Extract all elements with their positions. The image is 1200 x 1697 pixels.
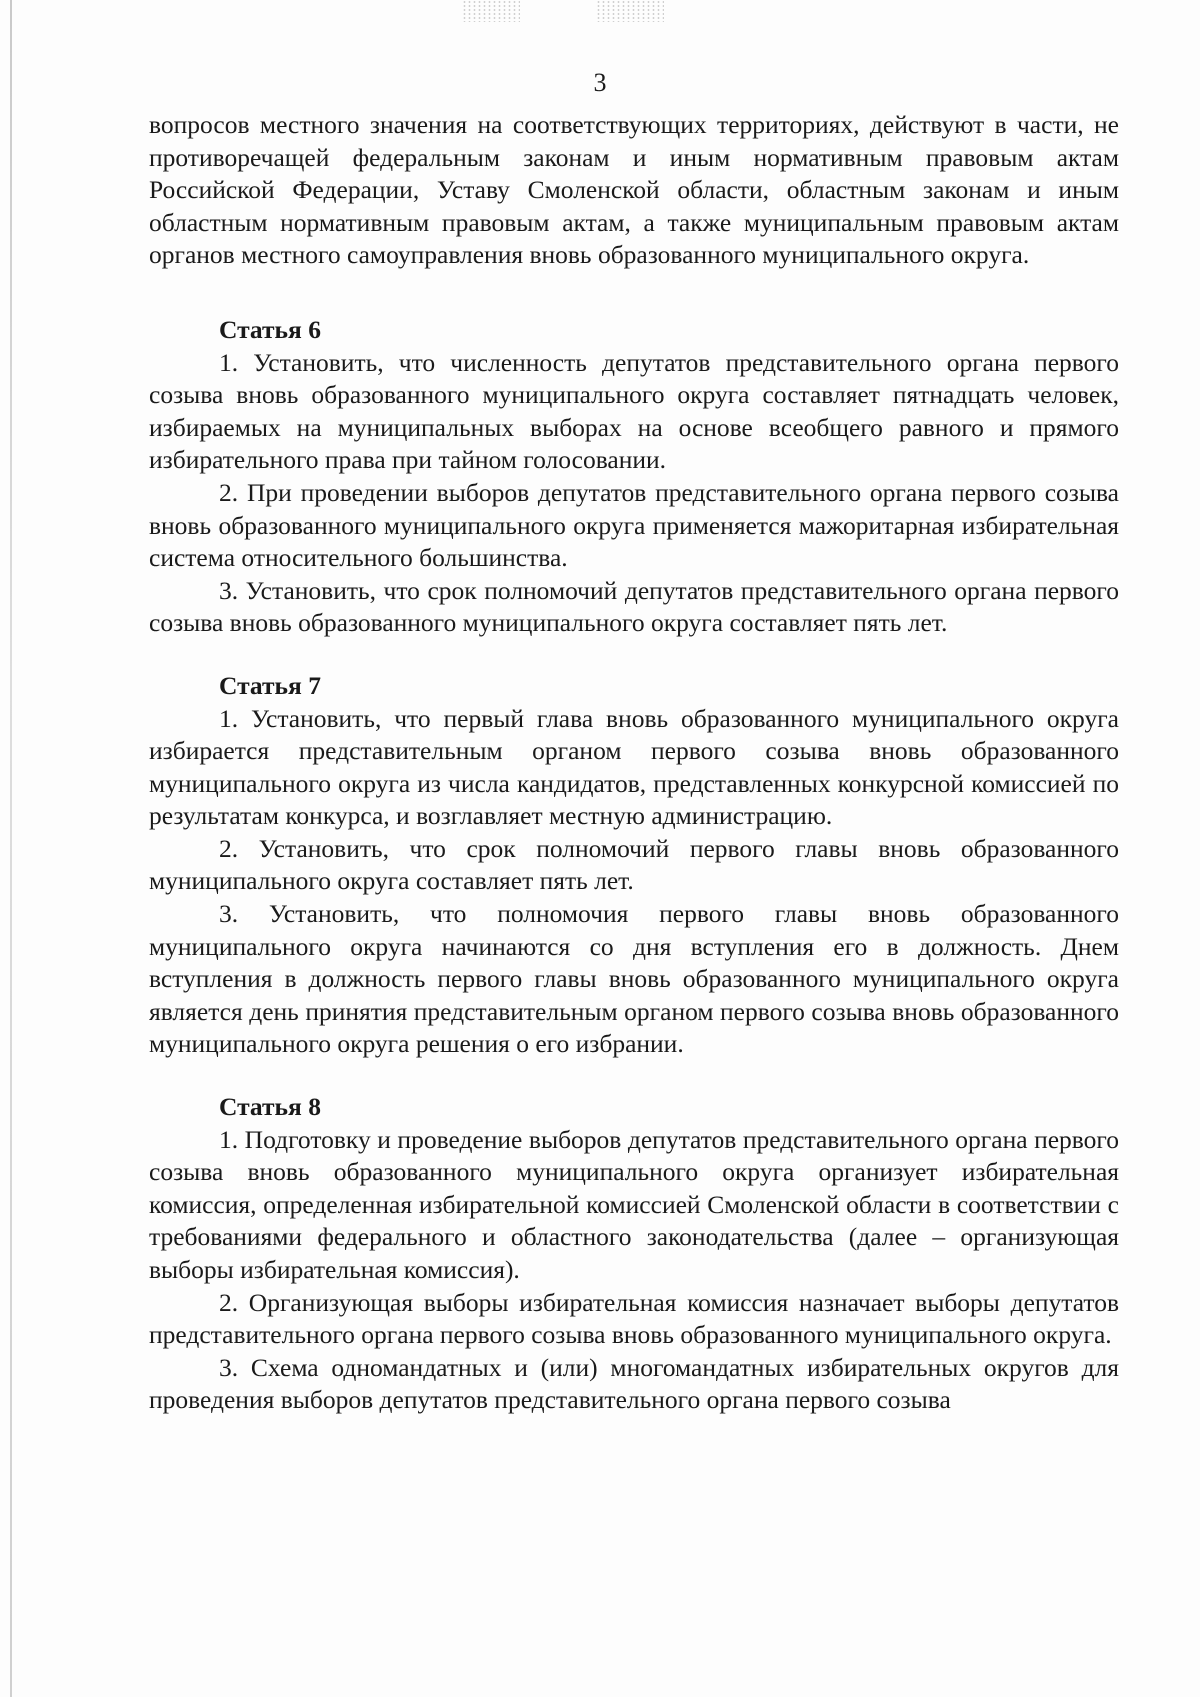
article-paragraph: 1. Установить, что численность депутатов представительного органа первого созыва вновь образованного муниципального округа составляет пятнадцать человек, избираемых на муниципальных выборах на основе всеобщего равного и прямого избирательного права при тайном голосовании. xyxy=(149,347,1119,475)
article-paragraph: 2. Установить, что срок полномочий первого главы вновь образованного муниципального округа составляет пять лет. xyxy=(149,833,1119,896)
article-paragraph: 3. Схема одномандатных и (или) многомандатных избирательных округов для проведения выборов депутатов представительного органа первого созыва xyxy=(149,1352,1119,1415)
article-8 xyxy=(149,1091,1119,1417)
article-7 xyxy=(149,670,1119,1061)
article-paragraph: 1. Установить, что первый глава вновь образованного муниципального округа избирается представительным органом первого созыва вновь образованного муниципального округа из числа кандидатов, представленных конкурсной комиссией по результатам конкурса, и возглавляет местную администрацию. xyxy=(149,703,1119,831)
article-heading: Статья 7 xyxy=(219,670,321,700)
document-text xyxy=(149,109,1119,1417)
article-paragraph: 2. При проведении выборов депутатов представительного органа первого созыва вновь образованного муниципального округа применяется мажоритарная избирательная система относительного большинства. xyxy=(149,477,1119,573)
scan-noise-mark xyxy=(462,0,520,22)
article-paragraph: 2. Организующая выборы избирательная комиссия назначает выборы депутатов представительного органа первого созыва вновь образованного муниципального округа. xyxy=(149,1287,1119,1350)
article-paragraph: 3. Установить, что полномочия первого главы вновь образованного муниципального округа начинаются со дня вступления его в должность. Днем вступления в должность первого главы вновь образованного муниципального округа является день принятия представительным органом первого созыва вновь образованного муниципального округа решения о его избрании. xyxy=(149,899,1119,1059)
article-paragraph: 3. Установить, что срок полномочий депутатов представительного органа первого созыва вновь образованного муниципального округа составляет пять лет. xyxy=(149,575,1119,638)
intro-paragraph: вопросов местного значения на соответствующих территориях, действуют в части, не противоречащей федеральным законам и иным нормативным правовым актам Российской Федерации, Уставу Смоленской области, областным законам и иным областным нормативным правовым актам, а также муниципальным правовым актам органов местного самоуправления вновь образованного муниципального округа. xyxy=(149,110,1119,270)
page-number: 3 xyxy=(593,68,607,97)
scan-edge-shadow xyxy=(10,0,12,1697)
scan-noise-mark xyxy=(596,0,664,22)
article-heading: Статья 6 xyxy=(219,314,321,344)
article-6 xyxy=(149,314,1119,640)
article-paragraph: 1. Подготовку и проведение выборов депутатов представительного органа первого созыва вновь образованного муниципального округа организует избирательная комиссия, определенная избирательной комиссией Смоленской области в соответствии с требованиями федерального и областного законодательства (далее – организующая выборы избирательная комиссия). xyxy=(149,1124,1119,1284)
article-heading: Статья 8 xyxy=(219,1092,321,1122)
